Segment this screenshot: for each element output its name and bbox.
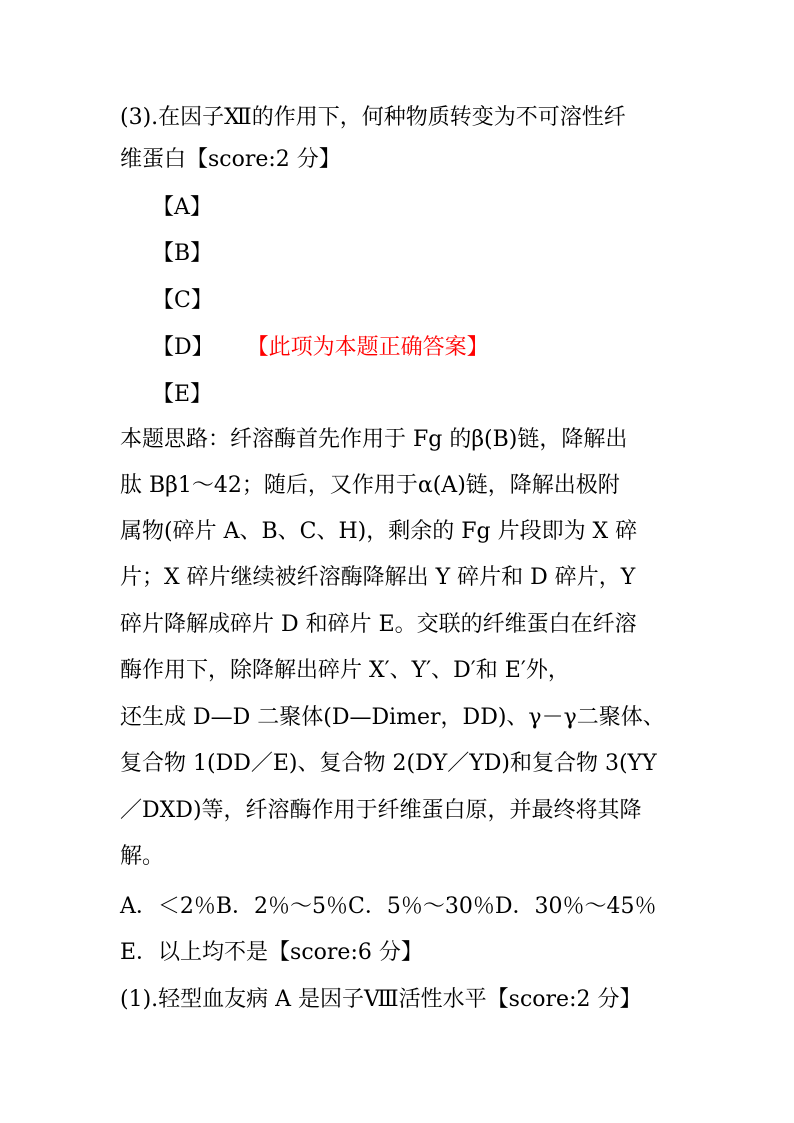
choices-line-2: E．以上均不是【score:6 分】: [120, 940, 423, 965]
explanation-line: 本题思路：纤溶酶首先作用于 Fg 的β(B)链，降解出: [120, 427, 628, 452]
explanation-line: 解。: [120, 844, 165, 869]
correct-answer-marker: 【此项为本题正确答案】: [257, 335, 489, 360]
explanation-line: 还生成 D—D 二聚体(D—Dimer，DD)、γ－γ二聚体、: [120, 705, 665, 730]
question-stem-line-1: (3).在因子Ⅻ的作用下，何种物质转变为不可溶性纤: [120, 105, 626, 130]
option-e: 【E】: [152, 382, 213, 407]
option-b: 【B】: [152, 241, 213, 266]
option-d: 【D】: [152, 335, 214, 360]
explanation-line: ／DXD)等，纤溶酶作用于纤维蛋白原，并最终将其降: [120, 798, 642, 823]
explanation-line: 酶作用下，除降解出碎片 X′、Y′、D′和 E′外，: [120, 658, 570, 683]
explanation-line: 碎片降解成碎片 D 和碎片 E。交联的纤维蛋白在纤溶: [120, 612, 637, 637]
explanation-line: 复合物 1(DD／E)、复合物 2(DY／YD)和复合物 3(YY: [120, 751, 657, 776]
question-stem-line-2: 维蛋白【score:2 分】: [120, 147, 341, 172]
sub-question-1: (1).轻型血友病 A 是因子Ⅷ活性水平【score:2 分】: [120, 987, 642, 1012]
explanation-line: 属物(碎片 A、B、C、H)，剩余的 Fg 片段即为 X 碎: [120, 519, 638, 544]
option-d-row: [152, 333, 489, 363]
option-a: 【A】: [152, 195, 212, 220]
choices-line: A．＜2％B．2％～5％C．5％～30％D．30％～45％: [120, 894, 657, 919]
explanation-line: 肽 Bβ1～42；随后，又作用于α(A)链，降解出极附: [120, 473, 620, 498]
explanation-line: 片；X 碎片继续被纤溶酶降解出 Y 碎片和 D 碎片，Y: [120, 565, 636, 590]
option-c: 【C】: [152, 288, 213, 313]
